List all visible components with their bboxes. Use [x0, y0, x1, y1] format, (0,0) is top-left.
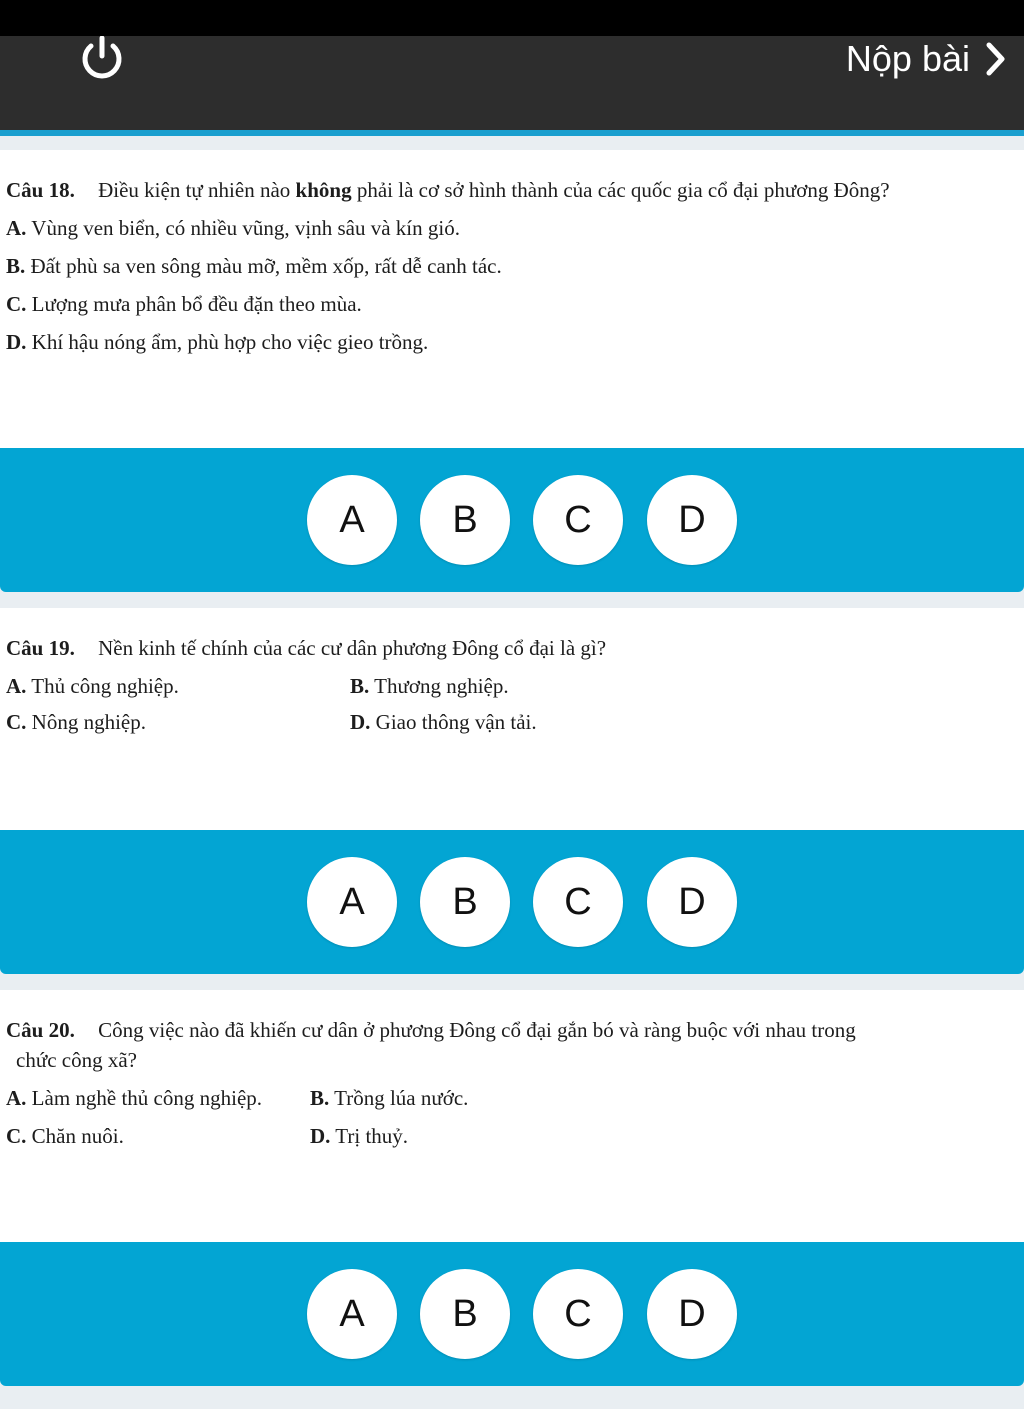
- answer-bar-18: [0, 448, 1024, 592]
- option-d: D. Trị thuỷ.: [310, 1124, 409, 1148]
- submit-label: Nộp bài: [845, 38, 970, 79]
- power-icon[interactable]: [74, 36, 130, 82]
- question-number: Câu 18.: [6, 178, 75, 202]
- answer-bar-20: [0, 1242, 1024, 1386]
- choice-b-button[interactable]: B: [420, 1269, 510, 1359]
- header-accent-line: [0, 130, 1024, 136]
- option-c: C. Chăn nuôi.: [6, 1124, 124, 1148]
- question-text: Câu 19. Nền kinh tế chính của các cư dân phương Đông cổ đại là gì?: [6, 636, 607, 660]
- question-card-19: [0, 608, 1024, 830]
- chevron-right-icon: [986, 42, 1006, 76]
- choice-c-button[interactable]: C: [533, 1269, 623, 1359]
- choice-a-button[interactable]: A: [307, 1269, 397, 1359]
- choice-b-button[interactable]: B: [420, 475, 510, 565]
- question-card-18: [0, 150, 1024, 448]
- answer-bar-19: [0, 830, 1024, 974]
- option-b: B. Trồng lúa nước.: [310, 1086, 469, 1110]
- question-card-20: [0, 990, 1024, 1242]
- choice-a-button[interactable]: A: [307, 475, 397, 565]
- choice-b-button[interactable]: B: [420, 857, 510, 947]
- option-a: A. Thủ công nghiệp.: [6, 674, 179, 698]
- question-number: Câu 20.: [6, 1018, 75, 1042]
- choice-a-button[interactable]: A: [307, 857, 397, 947]
- question-number: Câu 19.: [6, 636, 75, 660]
- question-text: Câu 20. Công việc nào đã khiến cư dân ở phương Đông cổ đại gắn bó và ràng buộc với nhau trong: [6, 1018, 856, 1042]
- question-text-line2: chức công xã?: [16, 1048, 137, 1072]
- choice-d-button[interactable]: D: [647, 1269, 737, 1359]
- option-d: D. Khí hậu nóng ẩm, phù hợp cho việc gieo trồng.: [6, 330, 429, 354]
- choice-d-button[interactable]: D: [647, 857, 737, 947]
- option-a: A. Làm nghề thủ công nghiệp.: [6, 1086, 263, 1110]
- top-bar: [0, 36, 1024, 130]
- option-a: A. Vùng ven biển, có nhiều vũng, vịnh sâu và kín gió.: [6, 216, 460, 240]
- question-text: Câu 18. Điều kiện tự nhiên nào không phải là cơ sở hình thành của các quốc gia cổ đại phương Đông?: [6, 178, 890, 202]
- option-c: C. Nông nghiệp.: [6, 710, 146, 734]
- submit-button[interactable]: [846, 36, 1006, 82]
- option-b: B. Thương nghiệp.: [350, 674, 509, 698]
- option-b: B. Đất phù sa ven sông màu mỡ, mềm xốp, rất dễ canh tác.: [6, 254, 502, 278]
- choice-c-button[interactable]: C: [533, 475, 623, 565]
- option-c: C. Lượng mưa phân bổ đều đặn theo mùa.: [6, 292, 362, 316]
- option-d: D. Giao thông vận tải.: [350, 710, 537, 734]
- choice-d-button[interactable]: D: [647, 475, 737, 565]
- status-bar: [0, 0, 1024, 36]
- choice-c-button[interactable]: C: [533, 857, 623, 947]
